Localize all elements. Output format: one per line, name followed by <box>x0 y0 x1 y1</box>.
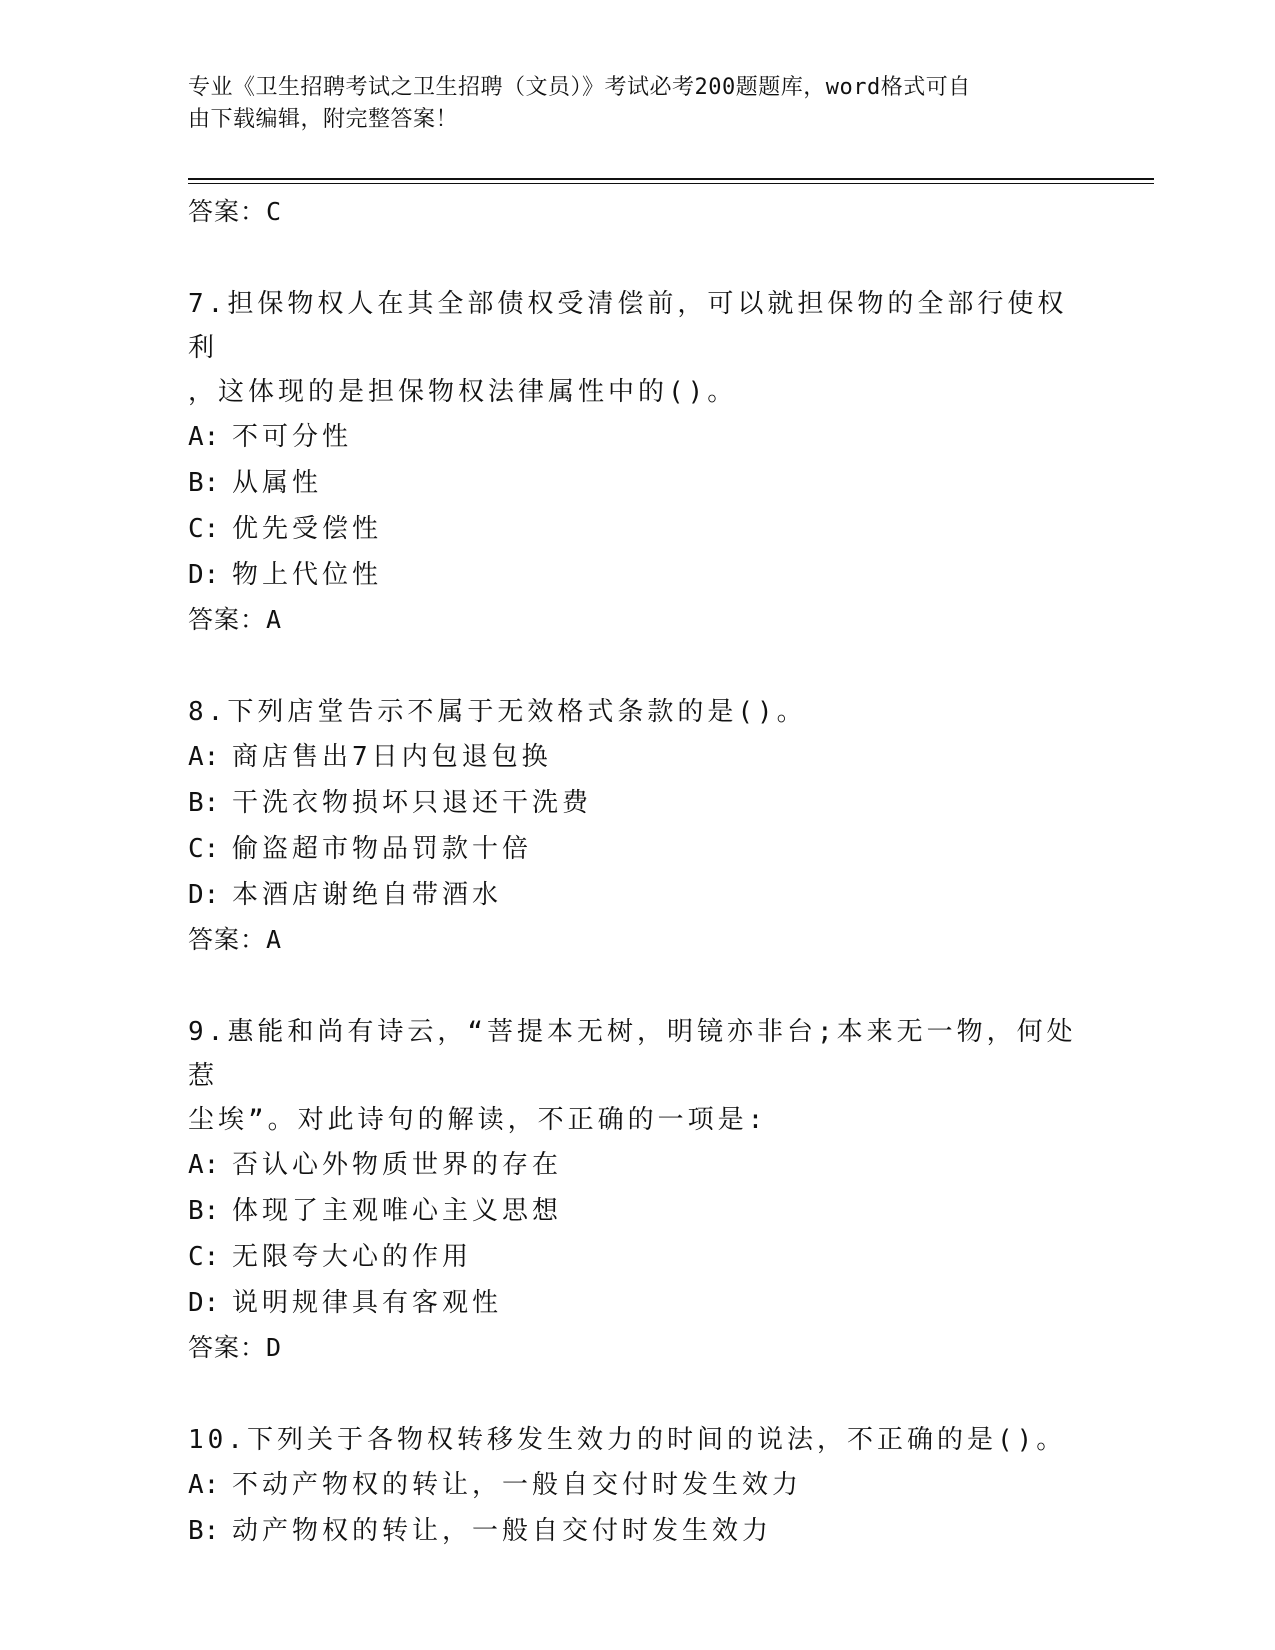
option-text: 物上代位性 <box>232 560 383 590</box>
option-b <box>188 460 1088 506</box>
question-block <box>188 1418 1088 1554</box>
option-text: 无限夸大心的作用 <box>232 1242 473 1272</box>
header-divider <box>188 178 1154 180</box>
option-text: 不动产物权的转让，一般自交付时发生效力 <box>232 1470 803 1500</box>
option-d <box>188 872 1088 918</box>
option-d <box>188 1280 1088 1326</box>
answer-label: 答案： <box>188 1333 267 1362</box>
spacer <box>188 234 1088 282</box>
option-letter: A: <box>188 1150 220 1180</box>
option-a <box>188 414 1088 460</box>
header-line-2: 由下载编辑，附完整答案！ <box>188 107 459 132</box>
question-text-line-1: 惠能和尚有诗云，“菩提本无树，明镜亦非台;本来无一物，何处惹 <box>188 1017 1077 1091</box>
question-text-line-1: 下列关于各物权转移发生效力的时间的说法，不正确的是()。 <box>246 1425 1067 1455</box>
answer-line <box>188 1326 1088 1370</box>
answer-line <box>188 598 1088 642</box>
question-block <box>188 282 1088 642</box>
document-header <box>188 72 1068 136</box>
option-letter: D: <box>188 880 220 910</box>
option-c <box>188 1234 1088 1280</box>
answer-label: 答案： <box>188 925 267 954</box>
option-text: 否认心外物质世界的存在 <box>232 1150 563 1180</box>
option-text: 偷盗超市物品罚款十倍 <box>232 834 533 864</box>
answer-value: A <box>266 925 283 954</box>
option-c <box>188 506 1088 552</box>
question-text <box>188 282 1088 370</box>
option-letter: B: <box>188 1516 220 1546</box>
question-number: 7. <box>188 289 228 319</box>
answer-line <box>188 190 1088 234</box>
header-line-1: 专业《卫生招聘考试之卫生招聘（文员）》考试必考200题题库，word格式可自 <box>188 75 971 100</box>
question-text-line-2: ，这体现的是担保物权法律属性中的()。 <box>188 377 738 407</box>
option-letter: A: <box>188 742 220 772</box>
option-letter: D: <box>188 560 220 590</box>
question-block <box>188 690 1088 962</box>
question-text-line-1: 担保物权人在其全部债权受清偿前，可以就担保物的全部行使权利 <box>188 289 1068 363</box>
option-text: 本酒店谢绝自带酒水 <box>232 880 503 910</box>
option-text: 说明规律具有客观性 <box>232 1288 503 1318</box>
answer-value: C <box>266 197 283 226</box>
question-number: 10. <box>188 1425 247 1455</box>
option-letter: A: <box>188 1470 220 1500</box>
header-divider-thin <box>188 183 1154 184</box>
option-b <box>188 780 1088 826</box>
option-letter: B: <box>188 468 220 498</box>
question-text <box>188 1418 1088 1462</box>
question-text <box>188 690 1088 734</box>
option-letter: B: <box>188 788 220 818</box>
option-text: 动产物权的转让，一般自交付时发生效力 <box>232 1516 773 1546</box>
option-text: 体现了主观唯心主义思想 <box>232 1196 563 1226</box>
question-number: 9. <box>188 1017 228 1047</box>
option-letter: B: <box>188 1196 220 1226</box>
answer-label: 答案： <box>188 605 267 634</box>
option-b <box>188 1188 1088 1234</box>
option-letter: D: <box>188 1288 220 1318</box>
answer-label: 答案： <box>188 197 267 226</box>
option-text: 优先受偿性 <box>232 514 383 544</box>
option-b <box>188 1508 1088 1554</box>
option-a <box>188 1462 1088 1508</box>
spacer <box>188 1370 1088 1418</box>
answer-line <box>188 918 1088 962</box>
question-text <box>188 1010 1088 1098</box>
question-text-line-1: 下列店堂告示不属于无效格式条款的是()。 <box>227 697 807 727</box>
answer-value: D <box>266 1333 283 1362</box>
question-number: 8. <box>188 697 228 727</box>
option-text: 从属性 <box>232 468 323 498</box>
option-letter: C: <box>188 514 220 544</box>
option-c <box>188 826 1088 872</box>
option-a <box>188 1142 1088 1188</box>
question-list <box>188 190 1088 1554</box>
option-text: 商店售出7日内包退包换 <box>232 742 552 772</box>
question-block <box>188 1010 1088 1370</box>
option-d <box>188 552 1088 598</box>
spacer <box>188 642 1088 690</box>
answer-value: A <box>266 605 283 634</box>
question-text-line-2: 尘埃”。对此诗句的解读，不正确的一项是: <box>188 1105 768 1135</box>
option-text: 不可分性 <box>232 422 353 452</box>
option-text: 干洗衣物损坏只退还干洗费 <box>232 788 593 818</box>
option-a <box>188 734 1088 780</box>
option-letter: C: <box>188 1242 220 1272</box>
option-letter: C: <box>188 834 220 864</box>
option-letter: A: <box>188 422 220 452</box>
spacer <box>188 962 1088 1010</box>
